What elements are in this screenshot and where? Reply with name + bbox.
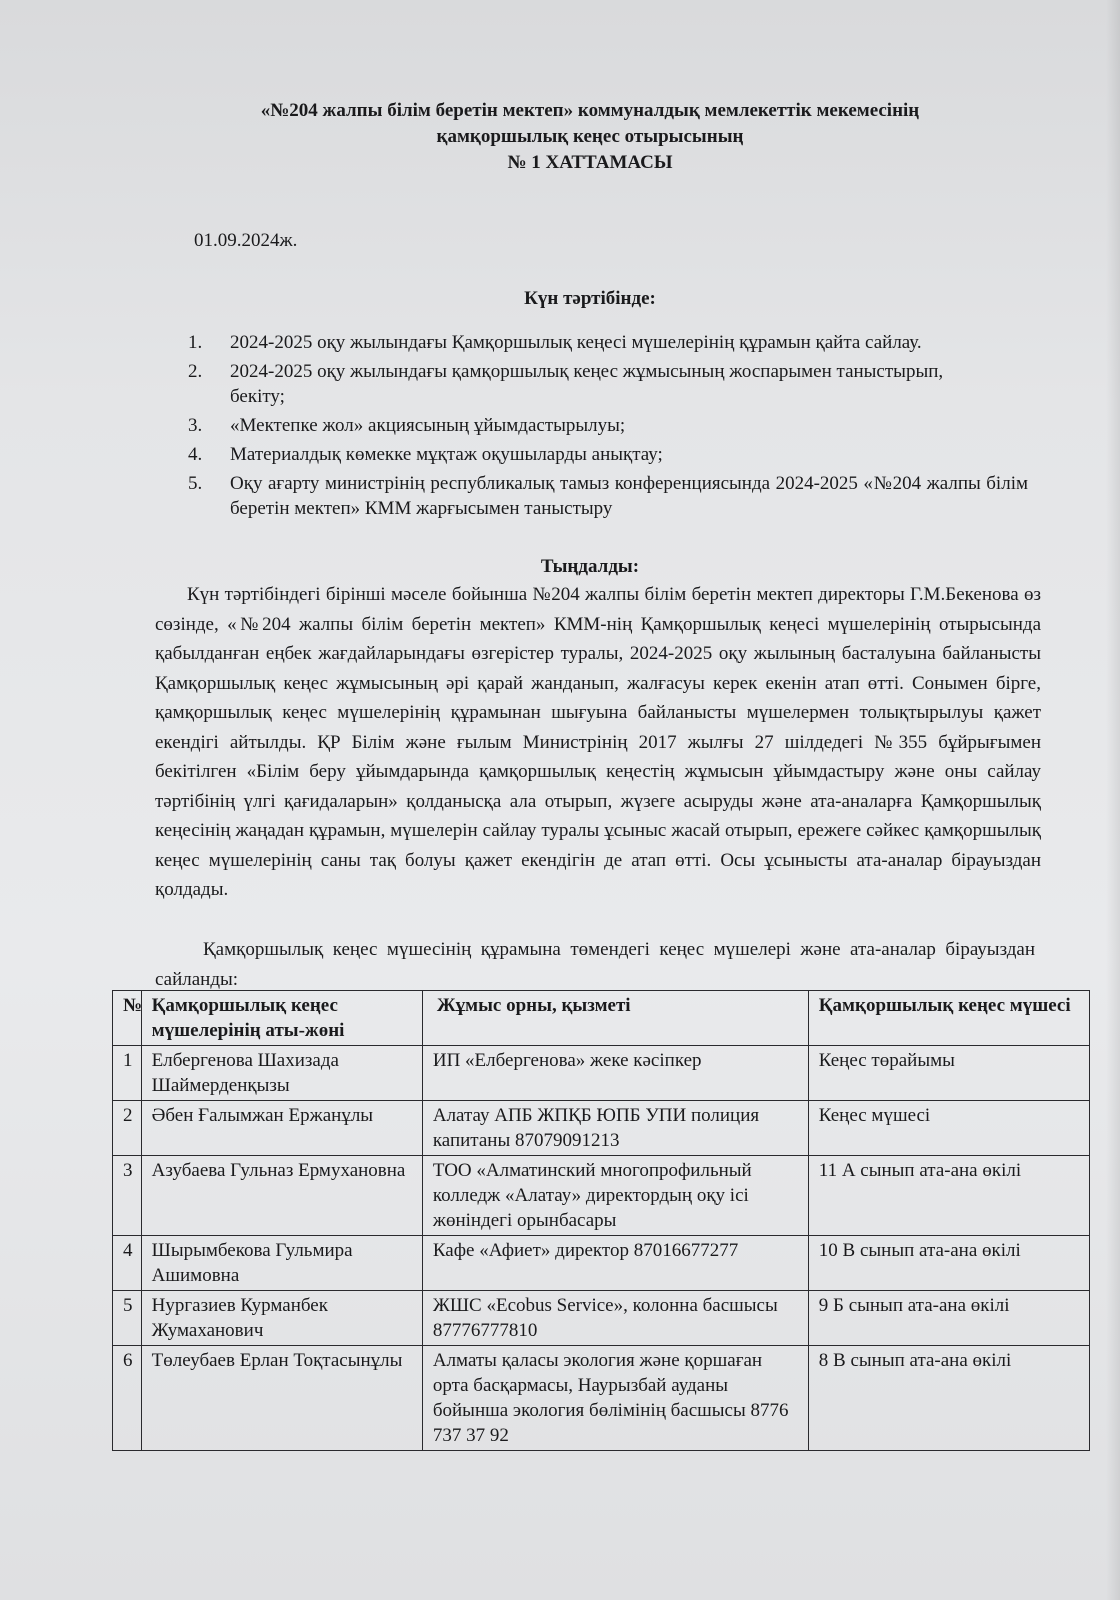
agenda-item-text: Материалдық көмекке мұқтаж оқушыларды анықтау; [230,444,663,465]
document-date: 01.09.2024ж. [194,230,298,251]
cell-no: 1 [113,1046,142,1101]
cell-name: Елбергенова Шахизада Шаймерденқызы [141,1046,422,1101]
cell-job: Алатау АПБ ЖПҚБ ЮПБ УПИ полиция капитаны 87079091213 [422,1101,808,1156]
document-title [120,98,1060,176]
heard-heading: Тыңдалды: [540,556,640,577]
cell-no: 4 [113,1236,142,1291]
cell-job: Алматы қаласы экология және қоршаған орта басқармасы, Наурызбай ауданы бойынша экология бөлімінің басшысы 8776 737 37 92 [422,1346,808,1451]
table-row [113,1346,1090,1451]
cell-role: Кеңес төрайымы [808,1046,1089,1101]
cell-role: 9 Б сынып ата-ана өкілі [808,1291,1089,1346]
agenda-item: 1. 2024-2025 оқу жылындағы Қамқоршылық кеңесі мүшелерінің құрамын қайта сайлау. [188,332,922,353]
cell-name: Азубаева Гульназ Ермухановна [141,1156,422,1236]
agenda-heading: Күн тәртібінде: [524,288,656,309]
title-line-3: № 1 ХАТТАМАСЫ [507,152,673,173]
agenda-list [188,330,1028,525]
cell-role: 11 А сынып ата-ана өкілі [808,1156,1089,1236]
agenda-item: 5. Оқу ағарту министрінің республикалық тамыз конференциясында 2024-2025 «№204 жалпы білім беретін мектеп» КММ жарғысымен таныстыру [188,473,1028,519]
table-header-row [113,991,1090,1046]
cell-job: ЖШС «Ecobus Service», колонна басшысы 87776777810 [422,1291,808,1346]
table-row [113,1046,1090,1101]
cell-role: Кеңес мүшесі [808,1101,1089,1156]
cell-no: 6 [113,1346,142,1451]
table-row [113,1291,1090,1346]
cell-no: 5 [113,1291,142,1346]
header-no: № [113,991,142,1046]
header-role: Қамқоршылық кеңес мүшесі [808,991,1089,1046]
agenda-item: 2. 2024-2025 оқу жылындағы қамқоршылық кеңес жұмысының жоспарымен таныстырып, бекіту; [188,361,944,407]
election-paragraph: Қамқоршылық кеңес мүшесінің құрамына төмендегі кеңес мүшелері және ата-аналар бірауыздан сайланды: [155,939,1035,990]
heard-paragraph: Күн тәртібіндегі бірінші мәселе бойынша №204 жалпы білім беретін мектеп директоры Г.М.Бекенова өз сөзінде, «№204 жалпы білім беретін мектеп» КММ-нің Қамқоршылық кеңесі мүшелерінің отырысында қабылданған еңбек жағдайларындағы өзгерістер туралы, 2024-2025 оқу жылының басталуына байланысты Қамқоршылық кеңес жұмысының әрі қарай жанданып, жалғасуы керек екенін атап өтті. Сонымен бірге, қамқоршылық кеңес мүшелерінің құрамынан шығуына байланысты мүшелермен толықтырылуы қажет екендігі айтылды. ҚР Білім және ғылым Министрінің 2017 жылғы 27 шілдедегі №355 бұйрығымен бекітілген «Білім беру ұйымдарында қамқоршылық кеңестің жұмысын ұйымдастыру және оны сайлау тәртібінің үлгі қағидаларын» қолданысқа ала отырып, жүзеге асыруды және ата-аналарға Қамқоршылық кеңесінің жаңадан құрамын, мүшелерін сайлау туралы ұсыныс жасай отырып, ережеге сәйкес қамқоршылық кеңес мүшелерінің саны тақ болуы қажет екендігін де атап өтті. Осы ұсынысты ата-аналар бірауыздан қолдады. [155,584,1041,900]
cell-job: ИП «Елбергенова» жеке кәсіпкер [422,1046,808,1101]
cell-job: Кафе «Афиет» директор 87016677277 [422,1236,808,1291]
agenda-item-text: 2024-2025 оқу жылындағы Қамқоршылық кеңесі мүшелерінің құрамын қайта сайлау. [230,332,922,353]
table-row [113,1156,1090,1236]
agenda-item-text: Оқу ағарту министрінің республикалық тамыз конференциясында 2024-2025 «№204 жалпы білім беретін мектеп» КММ жарғысымен таныстыру [230,473,1028,519]
agenda-item: 3. «Мектепке жол» акциясының ұйымдастырылуы; [188,415,626,436]
cell-name: Әбен Ғалымжан Ержанұлы [141,1101,422,1156]
table-row [113,1236,1090,1291]
members-table [112,990,1090,1451]
header-job: Жұмыс орны, қызметі [422,991,808,1046]
agenda-item: 4. Материалдық көмекке мұқтаж оқушыларды анықтау; [188,444,663,465]
cell-role: 8 В сынып ата-ана өкілі [808,1346,1089,1451]
title-line-1: «№204 жалпы білім беретін мектеп» коммуналдық мемлекеттік мекемесінің [260,100,920,121]
agenda-item-text: «Мектепке жол» акциясының ұйымдастырылуы; [230,415,626,436]
table-row [113,1101,1090,1156]
cell-name: Төлеубаев Ерлан Тоқтасынұлы [141,1346,422,1451]
cell-no: 2 [113,1101,142,1156]
header-name: Қамқоршылық кеңес мүшелерінің аты-жөні [141,991,422,1046]
cell-no: 3 [113,1156,142,1236]
cell-job: ТОО «Алматинский многопрофильный колледж «Алатау» директордың оқу ісі жөніндегі орынбасары [422,1156,808,1236]
agenda-item-text: 2024-2025 оқу жылындағы қамқоршылық кеңес жұмысының жоспарымен таныстырып, бекіту; [230,361,944,407]
title-line-2: қамқоршылық кеңес отырысының [436,126,744,147]
cell-name: Нургазиев Курманбек Жумаханович [141,1291,422,1346]
page-edge-shadow [1106,0,1120,1600]
cell-name: Шырымбекова Гульмира Ашимовна [141,1236,422,1291]
cell-role: 10 В сынып ата-ана өкілі [808,1236,1089,1291]
